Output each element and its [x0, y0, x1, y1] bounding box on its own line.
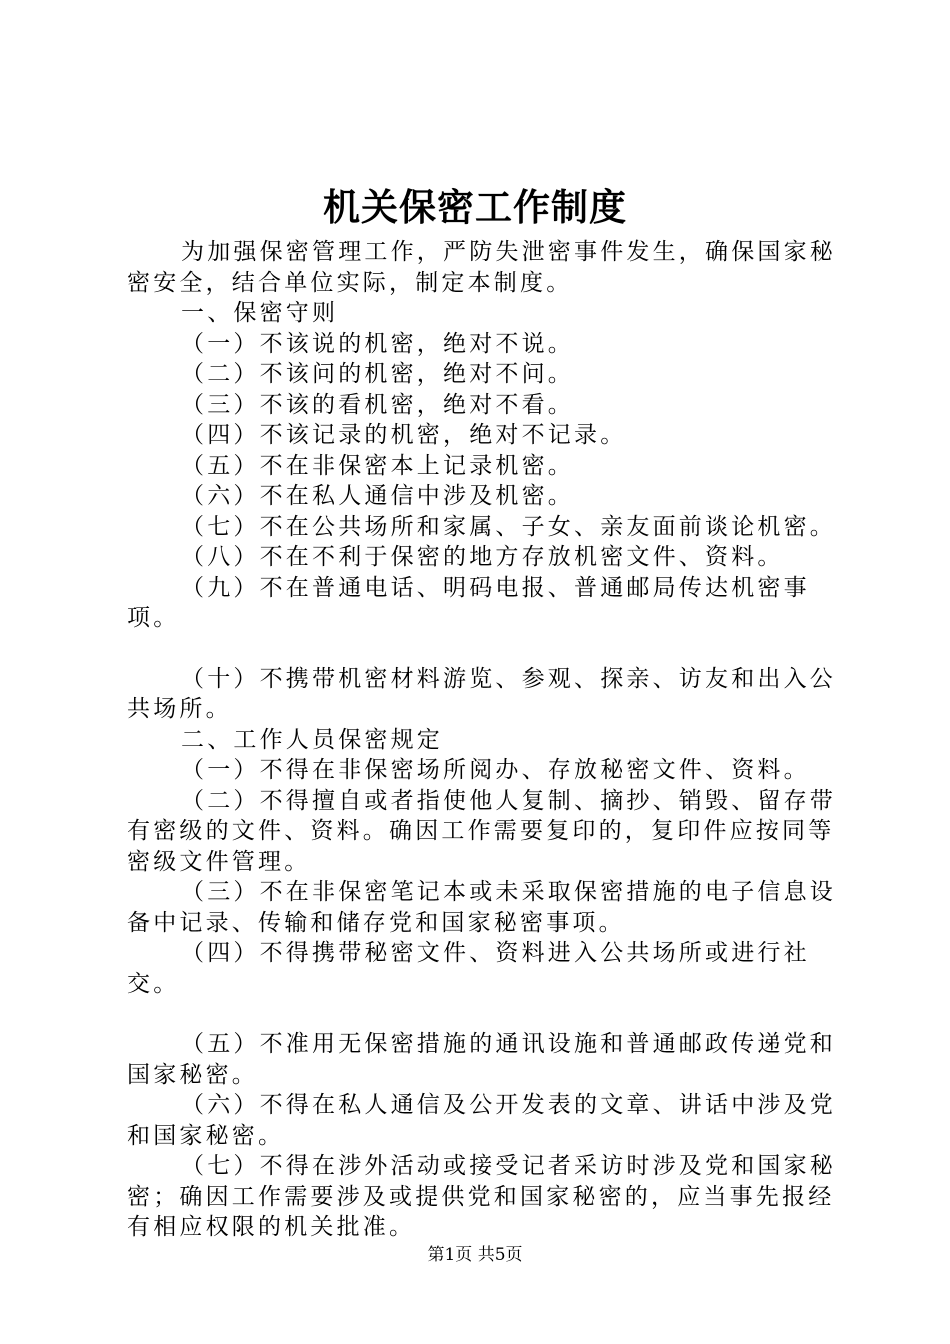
regulation-item: （五）不准用无保密措施的通讯设施和普通邮政传递党和国家秘密。: [127, 1031, 836, 1088]
rule-item: （五）不在非保密本上记录机密。: [181, 452, 574, 479]
regulation-item: （三）不在非保密笔记本或未采取保密措施的电子信息设备中记录、传输和储存党和国家秘密事项。: [127, 879, 836, 936]
rule-item: （九）不在普通电话、明码电报、普通邮局传达机密事项。: [127, 574, 810, 631]
rule-item: （四）不该记录的机密，绝对不记录。: [181, 422, 627, 448]
page-title: 机关保密工作制度: [323, 185, 627, 229]
rule-item: （三）不该的看机密，绝对不看。: [181, 391, 574, 418]
regulation-item: （四）不得携带秘密文件、资料进入公共场所或进行社交。: [127, 940, 810, 997]
regulation-item: （二）不得擅自或者指使他人复制、摘抄、销毁、留存带有密级的文件、资料。确因工作需要复印的，复印件应按同等密级文件管理。: [127, 787, 836, 875]
rule-item: （一）不该说的机密，绝对不说。: [181, 330, 574, 357]
rule-item: （二）不该问的机密，绝对不问。: [181, 361, 574, 387]
regulation-item: （一）不得在非保密场所阅办、存放秘密文件、资料。: [181, 757, 810, 783]
section-heading-2: 二、工作人员保密规定: [181, 726, 443, 753]
rule-item: （七）不在公共场所和家属、子女、亲友面前谈论机密。: [181, 513, 836, 540]
document-body: [127, 237, 842, 1243]
regulation-item: （七）不得在涉外活动或接受记者采访时涉及党和国家秘密；确因工作需要涉及或提供党和国家秘密的，应当事先报经有相应权限的机关批准。: [127, 1153, 836, 1240]
intro-paragraph: 为加强保密管理工作，严防失泄密事件发生，确保国家秘密安全，结合单位实际，制定本制度。: [127, 239, 836, 296]
section-heading-1: 一、保密守则: [181, 300, 339, 326]
rule-item: （十）不携带机密材料游览、参观、探亲、访友和出入公共场所。: [127, 665, 836, 722]
rule-item: （八）不在不利于保密的地方存放机密文件、资料。: [181, 544, 784, 570]
page-number-footer: 第1页 共5页: [427, 1245, 523, 1265]
regulation-item: （六）不得在私人通信及公开发表的文章、讲话中涉及党和国家秘密。: [127, 1092, 836, 1149]
rule-item: （六）不在私人通信中涉及机密。: [181, 483, 574, 509]
